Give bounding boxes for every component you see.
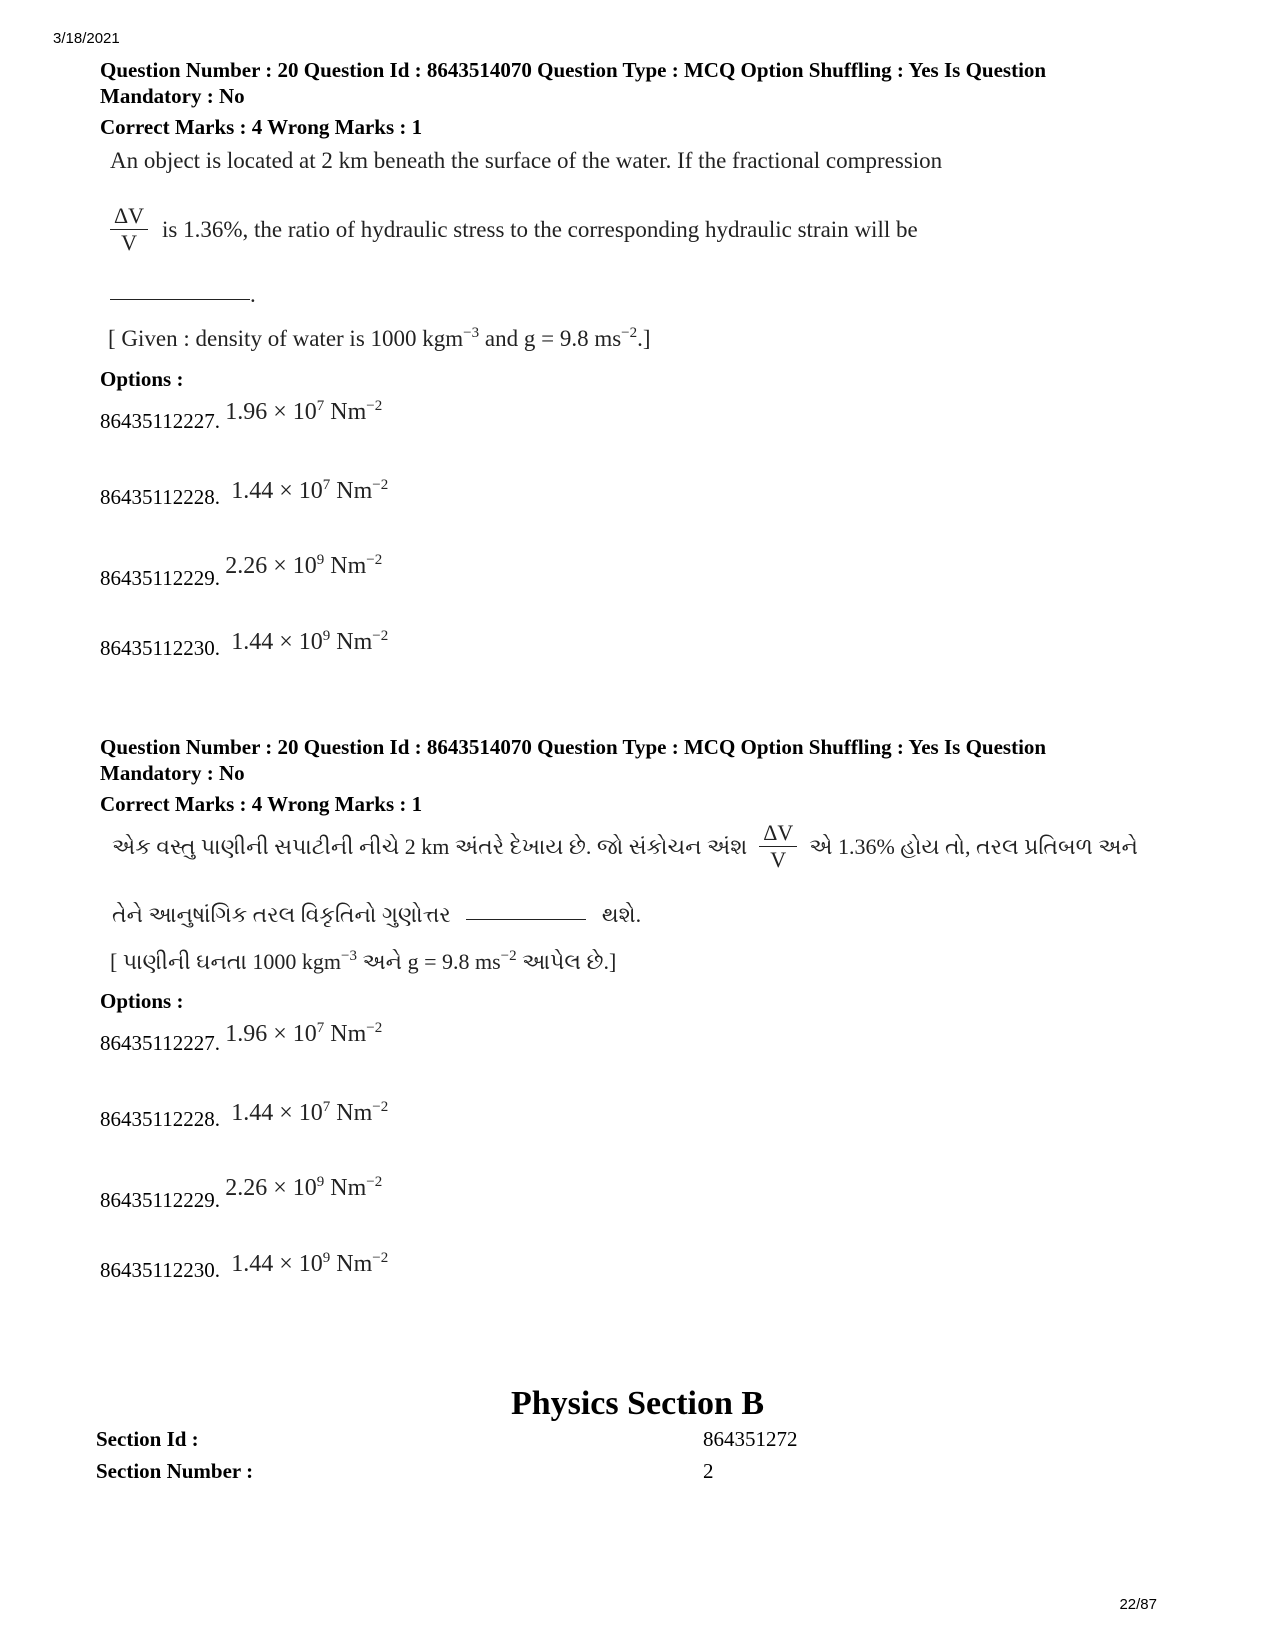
options-title: Options :: [100, 367, 184, 391]
option-exp: 9: [316, 552, 325, 568]
fraction-denominator: V: [770, 847, 787, 872]
option-mantissa: 1.44 × 10: [231, 478, 323, 504]
given-text: .]: [637, 326, 651, 351]
question-text-fragment: એ 1.36% હોય તો, તરલ પ્રતિબળ અને: [809, 833, 1138, 859]
option-value: [225, 1175, 382, 1201]
option-unit: Nm: [330, 478, 373, 504]
section-id-label: Section Id :: [96, 1427, 199, 1451]
section-id-value: 864351272: [703, 1427, 798, 1451]
option-id: 86435112229.: [100, 1188, 220, 1212]
option-row: [100, 628, 389, 662]
marks-line: Correct Marks : 4 Wrong Marks : 1: [100, 115, 423, 139]
option-row: [100, 1020, 383, 1057]
option-row: [100, 477, 389, 511]
option-id: 86435112229.: [100, 566, 220, 590]
option-exp: 9: [322, 1250, 331, 1266]
question-text-fragment: થશે.: [601, 902, 642, 927]
given-sup: −2: [621, 325, 638, 341]
fraction: [759, 820, 797, 873]
question-meta: [100, 734, 1200, 786]
option-value: [231, 478, 388, 504]
blank-end: .: [250, 282, 256, 307]
section-number-value: 2: [703, 1459, 714, 1483]
option-row: [100, 1099, 389, 1133]
question-meta-line: Mandatory : No: [100, 761, 245, 785]
option-id: 86435112230.: [100, 1258, 220, 1282]
given-text: [ પાણીની ઘનતા 1000 kgm: [110, 949, 341, 974]
options-title: Options :: [100, 989, 184, 1013]
print-date: 3/18/2021: [53, 30, 120, 47]
option-id: 86435112228.: [100, 485, 220, 509]
fraction-numerator: ΔV: [110, 203, 148, 230]
question-text-line: [112, 902, 641, 928]
option-id: 86435112227.: [100, 409, 220, 433]
option-unit: Nm: [330, 1251, 373, 1277]
given-text: [ Given : density of water is 1000 kgm: [108, 326, 464, 351]
option-row: [100, 1250, 389, 1284]
option-value: [225, 553, 382, 579]
option-unit-exp: −2: [366, 1174, 383, 1190]
option-exp: 7: [322, 477, 331, 493]
option-mantissa: 1.44 × 10: [231, 629, 323, 655]
question-text-fragment: તેને આનુષાંગિક તરલ વિકૃતિનો ગુણોત્તર: [112, 902, 451, 927]
option-unit-exp: −2: [366, 1020, 383, 1036]
section-title: Physics Section B: [510, 1385, 765, 1422]
option-row: [100, 398, 383, 435]
given-line: [108, 325, 651, 352]
option-id: 86435112230.: [100, 636, 220, 660]
marks-line: Correct Marks : 4 Wrong Marks : 1: [100, 792, 423, 816]
option-unit-exp: −2: [372, 477, 389, 493]
option-unit: Nm: [324, 399, 367, 425]
option-value: [225, 1021, 382, 1047]
answer-blank-line: [110, 282, 256, 308]
option-unit: Nm: [324, 553, 367, 579]
option-id: 86435112228.: [100, 1107, 220, 1131]
answer-blank: [466, 918, 586, 920]
fraction: [110, 203, 148, 256]
question-meta-line: Question Number : 20 Question Id : 8643514070 Question Type : MCQ Option Shuffling : Yes Is Question: [100, 58, 1047, 82]
given-text: આપેલ છે.]: [516, 949, 617, 974]
question-text-fragment: એક વસ્તુ પાણીની સપાટીની નીચે 2 km અંતરે દેખાય છે. જો સંકોચન અંશ: [112, 833, 748, 859]
question-text-line: [112, 820, 1138, 873]
question-meta-line: Question Number : 20 Question Id : 8643514070 Question Type : MCQ Option Shuffling : Yes Is Question: [100, 735, 1047, 759]
option-unit-exp: −2: [366, 398, 383, 414]
option-unit: Nm: [330, 1100, 373, 1126]
fraction-numerator: ΔV: [759, 820, 797, 847]
given-text: અને g = 9.8 ms: [356, 949, 501, 974]
given-line: [110, 948, 616, 975]
option-value: [231, 1251, 388, 1277]
option-row: [100, 1174, 383, 1214]
option-mantissa: 2.26 × 10: [225, 553, 317, 579]
option-mantissa: 1.96 × 10: [225, 399, 317, 425]
option-value: [225, 399, 382, 425]
option-unit-exp: −2: [372, 1250, 389, 1266]
option-mantissa: 1.96 × 10: [225, 1021, 317, 1047]
given-sup: −2: [500, 948, 517, 964]
option-mantissa: 2.26 × 10: [225, 1175, 317, 1201]
option-exp: 9: [322, 628, 331, 644]
question-text-fragment: is 1.36%, the ratio of hydraulic stress to the corresponding hydraulic strain will be: [162, 216, 918, 242]
fraction-denominator: V: [121, 230, 137, 255]
option-mantissa: 1.44 × 10: [231, 1251, 323, 1277]
given-sup: −3: [341, 948, 357, 964]
option-value: [231, 629, 388, 655]
option-unit: Nm: [324, 1175, 367, 1201]
option-value: [231, 1100, 388, 1126]
option-exp: 7: [322, 1099, 331, 1115]
option-unit-exp: −2: [372, 1099, 389, 1115]
option-mantissa: 1.44 × 10: [231, 1100, 323, 1126]
given-sup: −3: [463, 325, 480, 341]
option-row: [100, 552, 383, 592]
option-id: 86435112227.: [100, 1031, 220, 1055]
question-meta: [100, 57, 1200, 109]
given-text: and g = 9.8 ms: [479, 326, 622, 351]
option-unit-exp: −2: [372, 628, 389, 644]
option-exp: 7: [316, 398, 325, 414]
question-text-line: An object is located at 2 km beneath the surface of the water. If the fractional compression: [110, 148, 943, 173]
option-unit: Nm: [330, 629, 373, 655]
option-unit-exp: −2: [366, 552, 383, 568]
option-unit: Nm: [324, 1021, 367, 1047]
option-exp: 7: [316, 1020, 325, 1036]
question-meta-line: Mandatory : No: [100, 84, 245, 108]
question-text-line: [110, 203, 918, 256]
section-number-label: Section Number :: [96, 1459, 254, 1483]
option-exp: 9: [316, 1174, 325, 1190]
page-number: 22/87: [1119, 1596, 1157, 1613]
answer-blank: [110, 298, 250, 300]
